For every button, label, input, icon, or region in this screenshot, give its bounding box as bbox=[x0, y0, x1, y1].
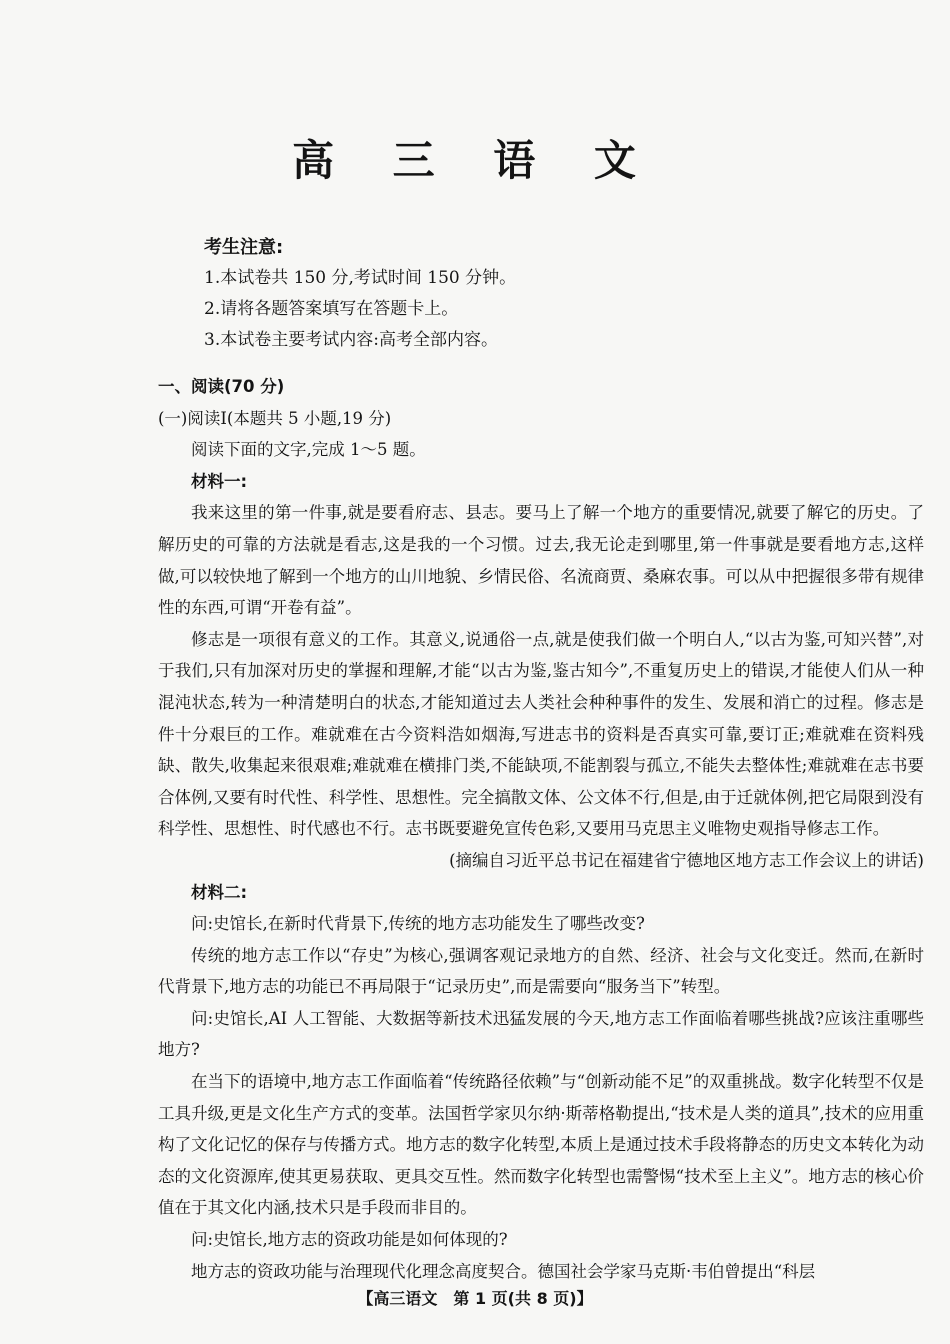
interview-question: 问:史馆长,AI 人工智能、大数据等新技术迅猛发展的今天,地方志工作面临着哪些挑战?应该注重哪些地方? bbox=[158, 1008, 924, 1060]
page-title: 高 三 语 文 bbox=[292, 136, 658, 185]
interview-question: 问:史馆长,地方志的资政功能是如何体现的? bbox=[191, 1230, 508, 1250]
notice-item: 3.本试卷主要考试内容:高考全部内容。 bbox=[204, 330, 498, 350]
exam-notice bbox=[204, 232, 516, 356]
paragraph: 传统的地方志工作以“存史”为核心,强调客观记录地方的自然、经济、社会与文化变迁。然而,在新时代背景下,地方志的功能已不再局限于“记录历史”,而是需要向“服务当下”转型。 bbox=[158, 945, 924, 997]
paragraph: 地方志的资政功能与治理现代化理念高度契合。德国社会学家马克斯·韦伯曾提出“科层 bbox=[191, 1261, 816, 1281]
question-instruction: 阅读下面的文字,完成 1～5 题。 bbox=[191, 440, 426, 460]
material-label: 材料二: bbox=[191, 882, 248, 902]
material-label: 材料一: bbox=[191, 471, 248, 491]
exam-body bbox=[158, 371, 924, 1287]
notice-item: 2.请将各题答案填写在答题卡上。 bbox=[204, 299, 459, 319]
paragraph: 在当下的语境中,地方志工作面临着“传统路径依赖”与“创新动能不足”的双重挑战。数字化转型不仅是工具升级,更是文化生产方式的变革。法国哲学家贝尔纳·斯蒂格勒提出,“技术是人类的道具”,技术的应用重构了文化记忆的保存与传播方式。地方志的数字化转型,本质上是通过技术手段将静态的历史文本转化为动态的文化资源库,使其更易获取、更具交互性。然而数字化转型也需警惕“技术至上主义”。地方志的核心价值在于其文化内涵,技术只是手段而非目的。 bbox=[158, 1072, 924, 1218]
notice-item: 1.本试卷共 150 分,考试时间 150 分钟。 bbox=[204, 268, 517, 288]
subsection-heading: (一)阅读Ⅰ(本题共 5 小题,19 分) bbox=[158, 408, 392, 428]
section-heading: 一、阅读(70 分) bbox=[158, 377, 285, 396]
paragraph: 修志是一项很有意义的工作。其意义,说通俗一点,就是使我们做一个明白人,“以古为鉴,可知兴替”,对于我们,只有加深对历史的掌握和理解,才能“以古为鉴,鉴古知今”,不重复历史上的错误,才能使人们从一种混沌状态,转为一种清楚明白的状态,才能知道过去人类社会种种事件的发生、发展和消亡的过程。修志是件十分艰巨的工作。难就难在古今资料浩如烟海,写进志书的资料是否真实可靠,要订正;难就难在资料残缺、散失,收集起来很艰难;难就难在横排门类,不能缺项,不能割裂与孤立,不能失去整体性;难就难在志书要合体例,又要有时代性、科学性、思想性。完全搞散文体、公文体不行,但是,由于迁就体例,把它局限到没有科学性、思想性、时代感也不行。志书既要避免宣传色彩,又要用马克思主义唯物史观指导修志工作。 bbox=[158, 629, 924, 839]
paragraph: 我来这里的第一件事,就是要看府志、县志。要马上了解一个地方的重要情况,就要了解它的历史。了解历史的可靠的方法就是看志,这是我的一个习惯。过去,我无论走到哪里,第一件事就是要看地方志,这样做,可以较快地了解到一个地方的山川地貌、乡情民俗、名流商贾、桑麻农事。可以从中把握很多带有规律性的东西,可谓“开卷有益”。 bbox=[158, 503, 924, 618]
page-footer: 【高三语文 第 1 页(共 8 页)】 bbox=[357, 1289, 593, 1308]
notice-heading: 考生注意: bbox=[204, 237, 284, 258]
interview-question: 问:史馆长,在新时代背景下,传统的地方志功能发生了哪些改变? bbox=[191, 914, 645, 934]
source-citation: (摘编自习近平总书记在福建省宁德地区地方志工作会议上的讲话) bbox=[449, 850, 924, 870]
